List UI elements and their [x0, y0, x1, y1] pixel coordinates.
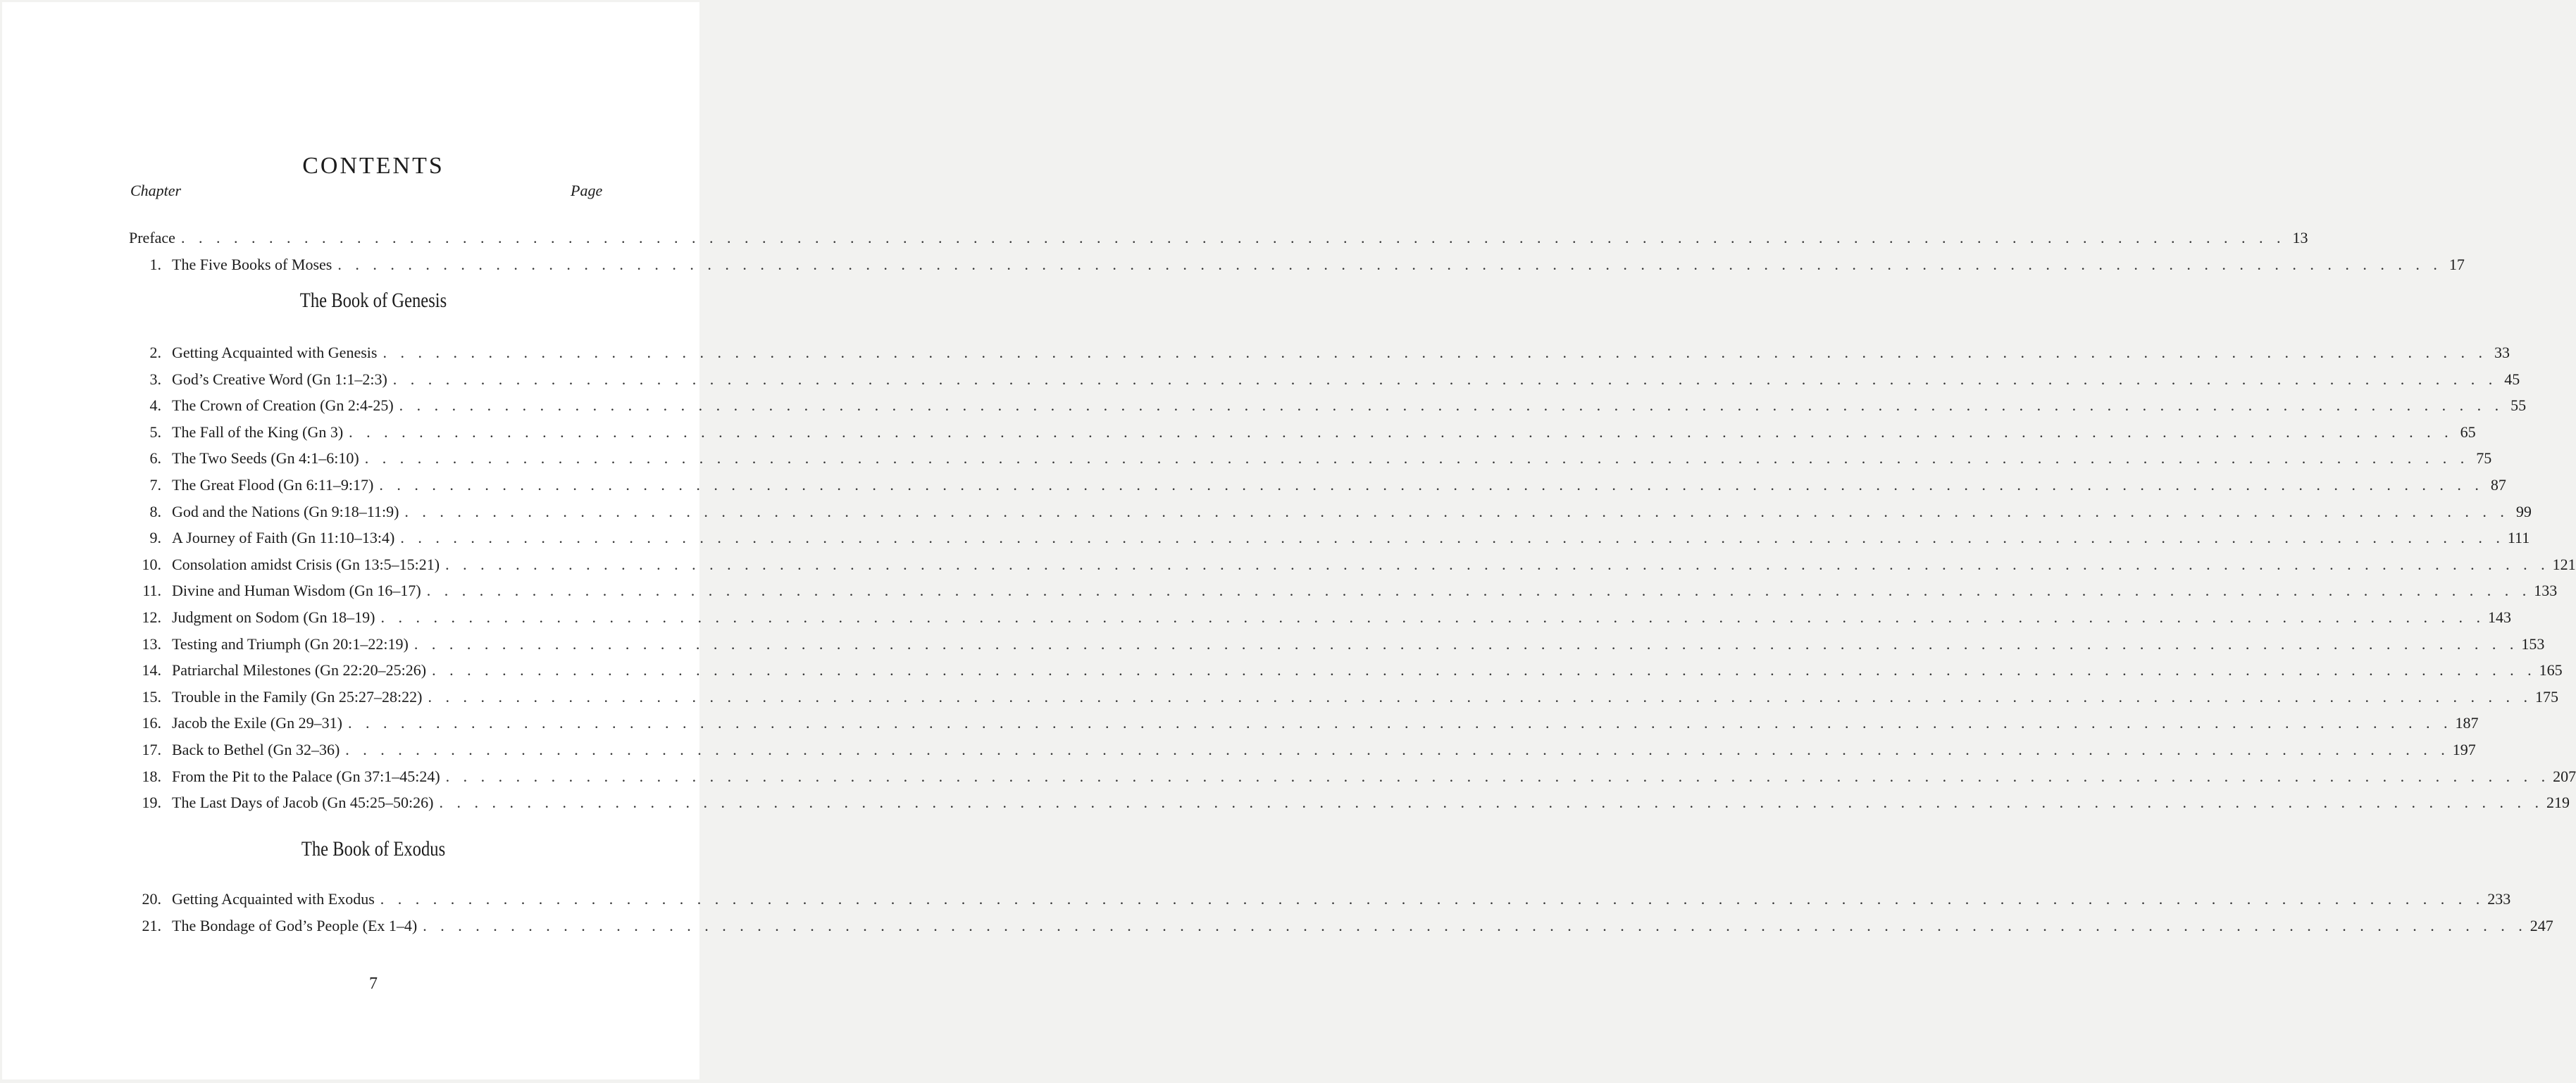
chapter-title: Back to Bethel (Gn 32–36) — [172, 741, 340, 758]
chapter-number: 4. — [149, 396, 161, 415]
toc-entry — [129, 226, 2308, 250]
chapter-number: 16. — [142, 714, 161, 732]
page-reference: 99 — [2515, 502, 2532, 520]
chapter-title: Divine and Human Wisdom (Gn 16–17) — [172, 582, 421, 600]
chapter-title: The Bondage of God’s People (Ex 1–4) — [172, 917, 418, 934]
chapter-number: 8. — [149, 502, 161, 520]
toc-entry — [129, 711, 2479, 735]
chapter-title: From the Pit to the Palace (Gn 37:1–45:24) — [172, 767, 440, 785]
chapter-number: 14. — [142, 661, 161, 680]
dot-leader: . . . . . . . . . . . . . . . . . . . . . . . . . . . . . . . . . . . . . . . . . . . . . . . . . . . . . . . . . . . . . . . . . . . . . . . . . . . . . . . . . . . . . . . . . . . . . . . . . . . . . . . . . . . . . . . . . . . . . . . . — [347, 714, 2453, 732]
chapter-title: The Five Books of Moses — [172, 255, 332, 273]
page-reference: 153 — [2521, 634, 2545, 653]
dot-leader: . . . . . . . . . . . . . . . . . . . . . . . . . . . . . . . . . . . . . . . . . . . . . . . . . . . . . . . . . . . . . . . . . . . . . . . . . . . . . . . . . . . . . . . . . . . . . . . . . . . . . . . . . . . . . . . . . . . . . . . . — [426, 582, 2532, 600]
page-column-header: Page — [571, 182, 603, 199]
chapter-number: 7. — [149, 476, 161, 494]
chapter-number: 19. — [142, 794, 161, 812]
page-reference: 87 — [2490, 476, 2506, 494]
toc-entry — [129, 658, 2563, 682]
dot-leader: . . . . . . . . . . . . . . . . . . . . . . . . . . . . . . . . . . . . . . . . . . . . . . . . . . . . . . . . . . . . . . . . . . . . . . . . . . . . . . . . . . . . . . . . . . . . . . . . . . . . . . . . . . . . . . . . . . . . . . . . — [428, 687, 2532, 706]
toc-entry — [129, 579, 2558, 603]
chapter-number: 10. — [142, 555, 161, 573]
chapter-title: The Two Seeds (Gn 4:1–6:10) — [172, 449, 359, 468]
dot-leader: . . . . . . . . . . . . . . . . . . . . . . . . . . . . . . . . . . . . . . . . . . . . . . . . . . . . . . . . . . . . . . . . . . . . . . . . . . . . . . . . . . . . . . . . . . . . . . . . . . . . . . . . . . . . . . . . . . . . . . . . — [364, 449, 2470, 468]
toc-entry — [129, 738, 2476, 762]
dot-leader: . . . . . . . . . . . . . . . . . . . . . . . . . . . . . . . . . . . . . . . . . . . . . . . . . . . . . . . . . . . . . . . . . . . . . . . . . . . . . . . . . . . . . . . . . . . . . . . . . . . . . . . . . . . . . . . . . . . . . . . . — [349, 422, 2453, 441]
chapter-number: 2. — [149, 344, 161, 361]
chapter-number: 6. — [149, 449, 161, 468]
chapter-number: 12. — [142, 608, 161, 626]
book-page — [2, 2, 2576, 1079]
chapter-title: The Fall of the King (Gn 3) — [172, 422, 344, 441]
chapter-number: 15. — [142, 687, 161, 706]
chapter-title: Preface — [129, 229, 175, 246]
page-reference: 121 — [2552, 555, 2576, 573]
page-reference: 219 — [2546, 794, 2570, 812]
dot-leader: . . . . . . . . . . . . . . . . . . . . . . . . . . . . . . . . . . . . . . . . . . . . . . . . . . . . . . . . . . . . . . . . . . . . . . . . . . . . . . . . . . . . . . . . . . . . . . . . . . . . . . . . . . . . . . . . . . . . . . . . — [345, 741, 2450, 758]
chapter-number: 18. — [142, 767, 161, 785]
chapter-title: Getting Acquainted with Exodus — [172, 890, 375, 908]
toc-entry — [129, 765, 2576, 789]
page-reference: 187 — [2455, 714, 2479, 732]
page-reference: 75 — [2476, 449, 2492, 468]
chapter-title: Consolation amidst Crisis (Gn 13:5–15:21) — [172, 555, 440, 573]
page-reference: 247 — [2530, 917, 2553, 934]
page-reference: 165 — [2539, 661, 2563, 680]
chapter-number: 21. — [142, 917, 161, 934]
page-title: CONTENTS — [302, 153, 444, 179]
toc-entry — [129, 420, 2476, 444]
toc-entry — [129, 368, 2520, 392]
toc-entry — [129, 473, 2506, 497]
page-reference: 45 — [2504, 370, 2520, 388]
page-reference: 65 — [2460, 422, 2476, 441]
toc-entry — [129, 606, 2511, 630]
toc-entry — [129, 887, 2511, 911]
chapter-title: A Journey of Faith (Gn 11:10–13:4) — [172, 529, 395, 547]
page-reference: 13 — [2292, 229, 2308, 246]
chapter-title: Patriarchal Milestones (Gn 22:20–25:26) — [172, 661, 427, 680]
page-reference: 233 — [2487, 890, 2511, 908]
chapter-number: 9. — [149, 529, 161, 547]
page-reference: 55 — [2510, 396, 2527, 415]
dot-leader: . . . . . . . . . . . . . . . . . . . . . . . . . . . . . . . . . . . . . . . . . . . . . . . . . . . . . . . . . . . . . . . . . . . . . . . . . . . . . . . . . . . . . . . . . . . . . . . . . . . . . . . . . . . . . . . . . . . . . . . . — [439, 794, 2544, 812]
page-reference: 33 — [2494, 344, 2510, 361]
chapter-number: 13. — [142, 634, 161, 653]
chapter-number: 11. — [142, 582, 161, 600]
chapter-number: 3. — [149, 370, 161, 388]
dot-leader: . . . . . . . . . . . . . . . . . . . . . . . . . . . . . . . . . . . . . . . . . . . . . . . . . . . . . . . . . . . . . . . . . . . . . . . . . . . . . . . . . . . . . . . . . . . . . . . . . . . . . . . . . . . . . . . . . . . . . . . . — [379, 476, 2484, 494]
chapter-title: Judgment on Sodom (Gn 18–19) — [172, 608, 375, 626]
page-reference: 175 — [2534, 687, 2558, 706]
dot-leader: . . . . . . . . . . . . . . . . . . . . . . . . . . . . . . . . . . . . . . . . . . . . . . . . . . . . . . . . . . . . . . . . . . . . . . . . . . . . . . . . . . . . . . . . . . . . . . . . . . . . . . . . . . . . . . . . . . . . . . . . — [423, 917, 2527, 934]
toc-entry — [129, 632, 2545, 656]
chapter-title: Testing and Triumph (Gn 20:1–22:19) — [172, 634, 409, 653]
chapter-number: 5. — [149, 422, 161, 441]
toc-entry — [129, 553, 2576, 577]
dot-leader: . . . . . . . . . . . . . . . . . . . . . . . . . . . . . . . . . . . . . . . . . . . . . . . . . . . . . . . . . . . . . . . . . . . . . . . . . . . . . . . . . . . . . . . . . . . . . . . . . . . . . . . . . . . . . . . . . . . . . . . . — [413, 634, 2519, 653]
dot-leader: . . . . . . . . . . . . . . . . . . . . . . . . . . . . . . . . . . . . . . . . . . . . . . . . . . . . . . . . . . . . . . . . . . . . . . . . . . . . . . . . . . . . . . . . . . . . . . . . . . . . . . . . . . . . . . . . . . . . . . . . — [180, 229, 2286, 246]
section-heading-genesis: The Book of Genesis — [299, 289, 447, 312]
dot-leader: . . . . . . . . . . . . . . . . . . . . . . . . . . . . . . . . . . . . . . . . . . . . . . . . . . . . . . . . . . . . . . . . . . . . . . . . . . . . . . . . . . . . . . . . . . . . . . . . . . . . . . . . . . . . . . . . . . . . . . . . — [445, 767, 2551, 785]
toc-entry — [129, 341, 2510, 365]
page-reference: 143 — [2487, 608, 2511, 626]
section-heading-exodus: The Book of Exodus — [301, 837, 446, 860]
dot-leader: . . . . . . . . . . . . . . . . . . . . . . . . . . . . . . . . . . . . . . . . . . . . . . . . . . . . . . . . . . . . . . . . . . . . . . . . . . . . . . . . . . . . . . . . . . . . . . . . . . . . . . . . . . . . . . . . . . . . . . . . — [400, 529, 2505, 547]
chapter-title: The Crown of Creation (Gn 2:4-25) — [172, 396, 394, 415]
dot-leader: . . . . . . . . . . . . . . . . . . . . . . . . . . . . . . . . . . . . . . . . . . . . . . . . . . . . . . . . . . . . . . . . . . . . . . . . . . . . . . . . . . . . . . . . . . . . . . . . . . . . . . . . . . . . . . . . . . . . . . . . — [337, 255, 2442, 273]
page-reference: 197 — [2452, 741, 2476, 758]
dot-leader: . . . . . . . . . . . . . . . . . . . . . . . . . . . . . . . . . . . . . . . . . . . . . . . . . . . . . . . . . . . . . . . . . . . . . . . . . . . . . . . . . . . . . . . . . . . . . . . . . . . . . . . . . . . . . . . . . . . . . . . . — [399, 396, 2504, 415]
chapter-title: The Great Flood (Gn 6:11–9:17) — [172, 476, 374, 494]
chapter-number: 17. — [142, 741, 161, 758]
chapter-number: 20. — [142, 890, 161, 908]
toc-entry — [129, 914, 2553, 938]
page-reference: 133 — [2534, 582, 2558, 600]
dot-leader: . . . . . . . . . . . . . . . . . . . . . . . . . . . . . . . . . . . . . . . . . . . . . . . . . . . . . . . . . . . . . . . . . . . . . . . . . . . . . . . . . . . . . . . . . . . . . . . . . . . . . . . . . . . . . . . . . . . . . . . . — [380, 890, 2485, 908]
toc-entry — [129, 791, 2570, 815]
toc-entry — [129, 394, 2527, 418]
chapter-title: The Last Days of Jacob (Gn 45:25–50:26) — [172, 794, 434, 812]
toc-entry — [129, 446, 2492, 470]
chapter-title: Jacob the Exile (Gn 29–31) — [172, 714, 342, 732]
dot-leader: . . . . . . . . . . . . . . . . . . . . . . . . . . . . . . . . . . . . . . . . . . . . . . . . . . . . . . . . . . . . . . . . . . . . . . . . . . . . . . . . . . . . . . . . . . . . . . . . . . . . . . . . . . . . . . . . . . . . . . . . — [382, 344, 2487, 361]
chapter-column-header: Chapter — [130, 182, 182, 199]
chapter-title: God and the Nations (Gn 9:18–11:9) — [172, 502, 399, 520]
chapter-title: Getting Acquainted with Genesis — [172, 344, 378, 361]
toc-entry — [129, 253, 2465, 277]
page-reference: 207 — [2553, 767, 2576, 785]
dot-leader: . . . . . . . . . . . . . . . . . . . . . . . . . . . . . . . . . . . . . . . . . . . . . . . . . . . . . . . . . . . . . . . . . . . . . . . . . . . . . . . . . . . . . . . . . . . . . . . . . . . . . . . . . . . . . . . . . . . . . . . . — [392, 370, 2498, 388]
page-number: 7 — [369, 975, 378, 993]
dot-leader: . . . . . . . . . . . . . . . . . . . . . . . . . . . . . . . . . . . . . . . . . . . . . . . . . . . . . . . . . . . . . . . . . . . . . . . . . . . . . . . . . . . . . . . . . . . . . . . . . . . . . . . . . . . . . . . . . . . . . . . . — [380, 608, 2485, 626]
dot-leader: . . . . . . . . . . . . . . . . . . . . . . . . . . . . . . . . . . . . . . . . . . . . . . . . . . . . . . . . . . . . . . . . . . . . . . . . . . . . . . . . . . . . . . . . . . . . . . . . . . . . . . . . . . . . . . . . . . . . . . . . — [432, 661, 2537, 680]
chapter-title: God’s Creative Word (Gn 1:1–2:3) — [172, 370, 387, 388]
page-reference: 17 — [2449, 255, 2465, 273]
page-reference: 111 — [2507, 529, 2530, 547]
chapter-title: Trouble in the Family (Gn 25:27–28:22) — [172, 687, 423, 706]
dot-leader: . . . . . . . . . . . . . . . . . . . . . . . . . . . . . . . . . . . . . . . . . . . . . . . . . . . . . . . . . . . . . . . . . . . . . . . . . . . . . . . . . . . . . . . . . . . . . . . . . . . . . . . . . . . . . . . . . . . . . . . . — [445, 555, 2550, 573]
dot-leader: . . . . . . . . . . . . . . . . . . . . . . . . . . . . . . . . . . . . . . . . . . . . . . . . . . . . . . . . . . . . . . . . . . . . . . . . . . . . . . . . . . . . . . . . . . . . . . . . . . . . . . . . . . . . . . . . . . . . . . . . — [404, 502, 2509, 520]
toc-entry — [129, 526, 2530, 550]
toc-entry — [129, 685, 2558, 709]
chapter-number: 1. — [149, 255, 161, 273]
toc-entry — [129, 500, 2532, 524]
